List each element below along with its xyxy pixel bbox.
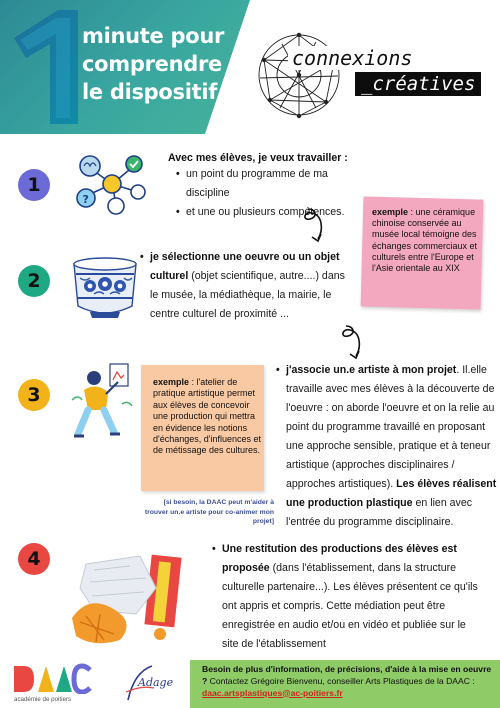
daac-subtitle: académie de poitiers: [14, 696, 72, 703]
note-orange-body: : l'atelier de pratique artistique permet aux élèves de concevoir une production qui mettra en évidence les notions d'échanges, d'influences et de métissage des cultures.: [153, 377, 262, 456]
footer-bold: Besoin de plus d'information, de précisions, d'aide à la mise en oeuvre ?: [202, 664, 492, 686]
brand-connexions: connexions: [288, 46, 416, 70]
daac-logo: [10, 662, 94, 694]
step-2-text: [136, 248, 356, 324]
network-globe-icon: [254, 30, 344, 120]
step-2-bullet: [136, 248, 356, 324]
step-3-badge: 3: [18, 379, 50, 411]
step-4-rest: (dans l'établissement, dans la structure culturelle partenaire...). Les élèves présentent ce qu'ils ont appris et compris. Cette médiation peut être enregistrée en audio et/ou en vidéo et publiée sur le site de l'établissement: [222, 562, 478, 650]
collage-artwork-icon: [60, 548, 200, 650]
step-1-heading: Avec mes élèves, je veux travailler :: [168, 152, 348, 164]
step-2-badge: 2: [18, 265, 50, 297]
step-4-bold: Une restitution des productions des élèves est proposée: [222, 543, 457, 574]
step-4-bullet: [208, 540, 483, 654]
step-1-list: [172, 165, 362, 222]
artist-painting-icon: [70, 360, 136, 446]
note-orange-label: exemple: [153, 377, 190, 387]
daac-help-note: [si besoin, la DAAC peut m'aider à trouver un.e artiste pour co-animer mon projet]: [144, 499, 274, 525]
footer-contact-text: [202, 664, 494, 699]
step-3-bold-2: Les élèves réalisent une production plastique: [286, 478, 497, 509]
step-3-bullet: [272, 361, 500, 532]
brand-creatives: _créatives: [355, 72, 481, 96]
step-4-text: [208, 540, 483, 654]
note-pink-body: : une céramique chinoise conservée au musée local témoigne des échanges commerciaux et culturels entre l'Europe et l'Asie orientale au XIX: [372, 207, 478, 274]
step-3-text: [272, 361, 500, 532]
contact-email-link[interactable]: daac.artsplastiques@ac-poitiers.fr: [202, 687, 343, 698]
big-one-numeral: [6, 6, 94, 128]
title-line-3: le dispositif: [82, 80, 218, 104]
daac-logo-text: DAAC: [10, 662, 13, 663]
step-2-rest: (objet scientifique, autre....) dans le musée, la médiathèque, la mairie, le centre culturel de proximité ...: [150, 270, 345, 320]
curly-arrow-icon-2: [332, 322, 368, 364]
example-note-orange-text: [153, 377, 261, 457]
brain-network-icon: [72, 150, 160, 218]
note-pink-label: exemple: [372, 207, 409, 217]
chinese-ceramic-bowl-icon: [68, 254, 142, 324]
step-4-badge: 4: [18, 543, 50, 575]
step-3-bold: j'associe un.e artiste à mon projet: [286, 364, 457, 376]
step-3-rest-2: en lien avec l'entrée du programme disciplinaire.: [286, 497, 473, 528]
curly-arrow-icon: [294, 205, 330, 247]
step-1-bullet-2: • et une ou plusieurs compétences.: [172, 203, 362, 222]
title-line-1: minute pour: [82, 24, 225, 48]
svg-text:?: ?: [82, 193, 89, 206]
title-line-2: comprendre: [82, 52, 222, 76]
example-note-pink-text: [372, 207, 482, 274]
footer-body: Contactez Grégoire Bienvenu, conseiller Arts Plastiques de la DAAC :: [207, 675, 475, 686]
adage-logo-text: Adage: [138, 676, 174, 689]
step-1-badge: 1: [18, 169, 50, 201]
header: [0, 0, 500, 134]
step-2-bold: je sélectionne une oeuvre ou un objet culturel: [150, 251, 340, 282]
step-3-rest: . Il.elle travaille avec mes élèves à la découverte de l'oeuvre : on aborde l'oeuvre et on la relie au point du programme travaillé en proposant une approche sensible, pratique et à teneur artistique (approches disciplinaires / approches artistiques).: [286, 364, 495, 490]
step-1-bullet-1: • un point du programme de ma discipline: [172, 165, 362, 203]
header-title: [82, 22, 232, 106]
